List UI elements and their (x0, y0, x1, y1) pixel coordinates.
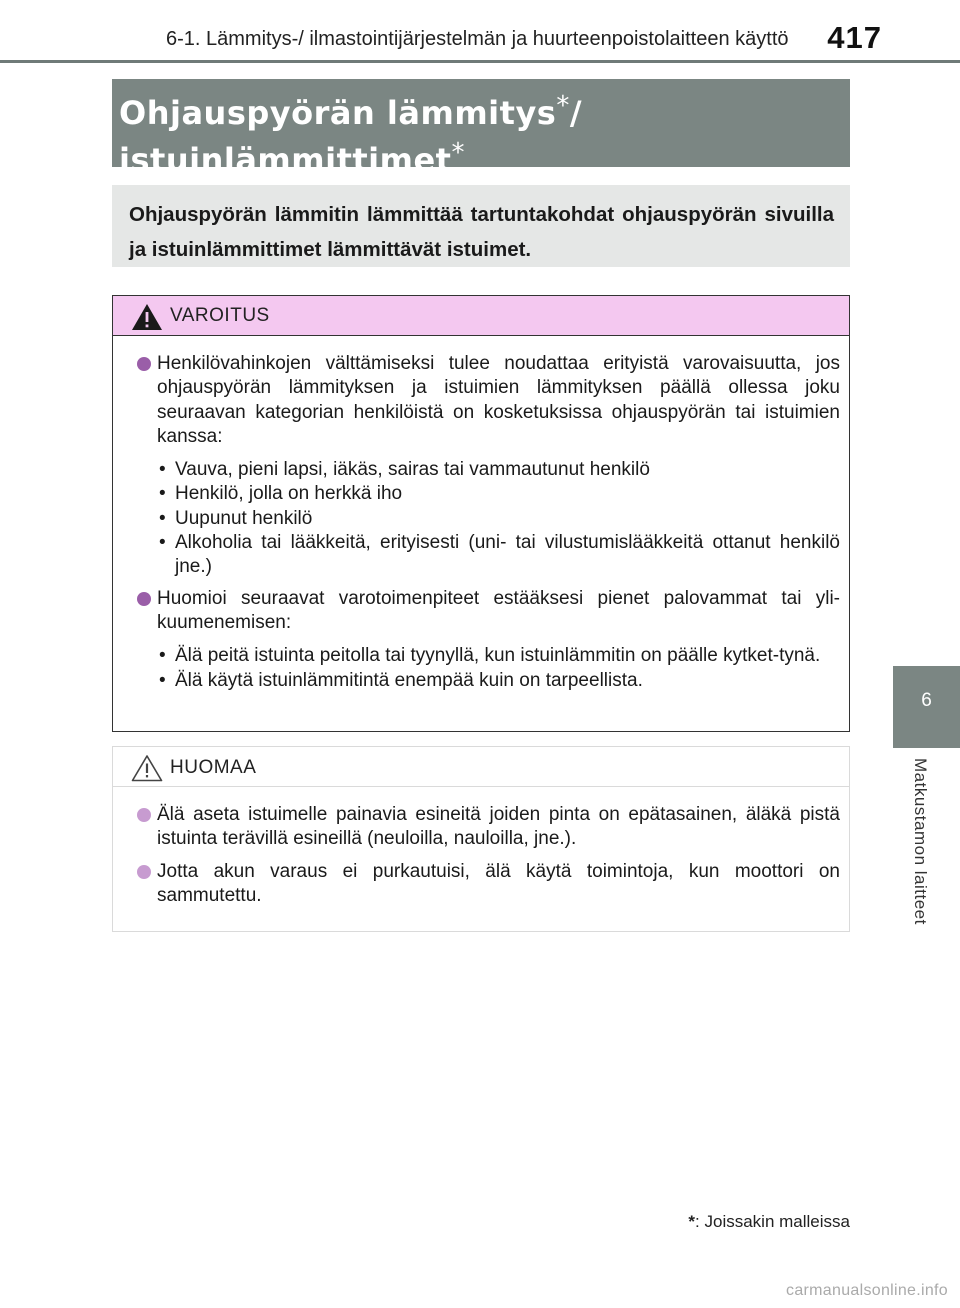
notice-content (133, 803, 840, 908)
intro-summary: Ohjauspyörän lämmitin lämmittää tartuntakohdat ohjauspyörän sivuilla ja istuinlämmittimet lämmittävät istuimet. (112, 185, 850, 267)
list-item: • Vauva, pieni lapsi, iäkäs, sairas tai vammautunut henkilö (155, 458, 840, 482)
warning-content (133, 352, 840, 700)
list-item: • Uupunut henkilö (155, 507, 840, 531)
section-title-line-2: istuinlämmittimet* (119, 138, 465, 179)
list-item: • Henkilö, jolla on herkkä iho (155, 482, 840, 506)
asterisk-icon: * (688, 1212, 696, 1231)
list-item: • Alkoholia tai lääkkeitä, erityisesti (uni- tai vilustumislääkkeitä ottanut henkilö jne.) (155, 531, 840, 580)
chapter-tab: 6 (893, 666, 960, 748)
chapter-title: 6-1. Lämmitys-/ ilmastointijärjestelmän ja huurteenpoistolaitteen käyttö (166, 28, 789, 50)
notice-box (112, 746, 850, 932)
chapter-tab-label: Matkustamon laitteet (911, 758, 930, 925)
list-item: • Älä peitä istuinta peitolla tai tyynyllä, kun istuinlämmitin on päälle kytket-tynä. (155, 644, 840, 668)
warning-precaution-list (133, 644, 840, 693)
warning-box (112, 295, 850, 732)
warning-header (113, 296, 849, 336)
watermark: carmanualsonline.info (786, 1282, 948, 1299)
bullet-dot-icon (137, 808, 151, 822)
notice-header (113, 747, 849, 787)
notice-paragraph: Jotta akun varaus ei purkautuisi, älä käytä toimintoja, kun moottori on sammutettu. (133, 860, 840, 909)
header-divider (0, 60, 960, 63)
section-heading (112, 79, 850, 179)
list-item: • Älä käytä istuinlämmitintä enempää kuin on tarpeellista. (155, 669, 840, 693)
page-header (0, 0, 960, 60)
page-number: 417 (827, 20, 882, 55)
warning-label: VAROITUS (170, 305, 270, 326)
bullet-dot-icon (137, 865, 151, 879)
warning-paragraph: Huomioi seuraavat varotoimenpiteet estääksesi pienet palovammat tai yli-kuumenemisen: (133, 587, 840, 636)
warning-paragraph: Henkilövahinkojen välttämiseksi tulee noudattaa erityistä varovaisuutta, jos ohjauspyörän lämmityksen ja istuimien lämmityksen päällä ollessa joku seuraavan kategorian henkilöistä on kosketuksissa ohjauspyörän tai istuimien kanssa: (133, 352, 840, 449)
asterisk-icon: * (451, 138, 465, 168)
bullet-dot-icon (137, 592, 151, 606)
warning-person-list (133, 458, 840, 579)
bullet-dot-icon (137, 357, 151, 371)
warning-triangle-icon (131, 303, 163, 331)
section-title-line-1: Ohjauspyörän lämmitys*/ (119, 91, 583, 132)
notice-paragraph: Älä aseta istuimelle painavia esineitä joiden pinta on epätasainen, äläkä pistä istuinta terävillä esineillä (neuloilla, nauloilla, jne.). (133, 803, 840, 852)
asterisk-icon: * (556, 91, 570, 121)
notice-label: HUOMAA (170, 757, 257, 778)
footnote: *: Joissakin malleissa (688, 1212, 850, 1231)
caution-triangle-icon (131, 754, 163, 782)
